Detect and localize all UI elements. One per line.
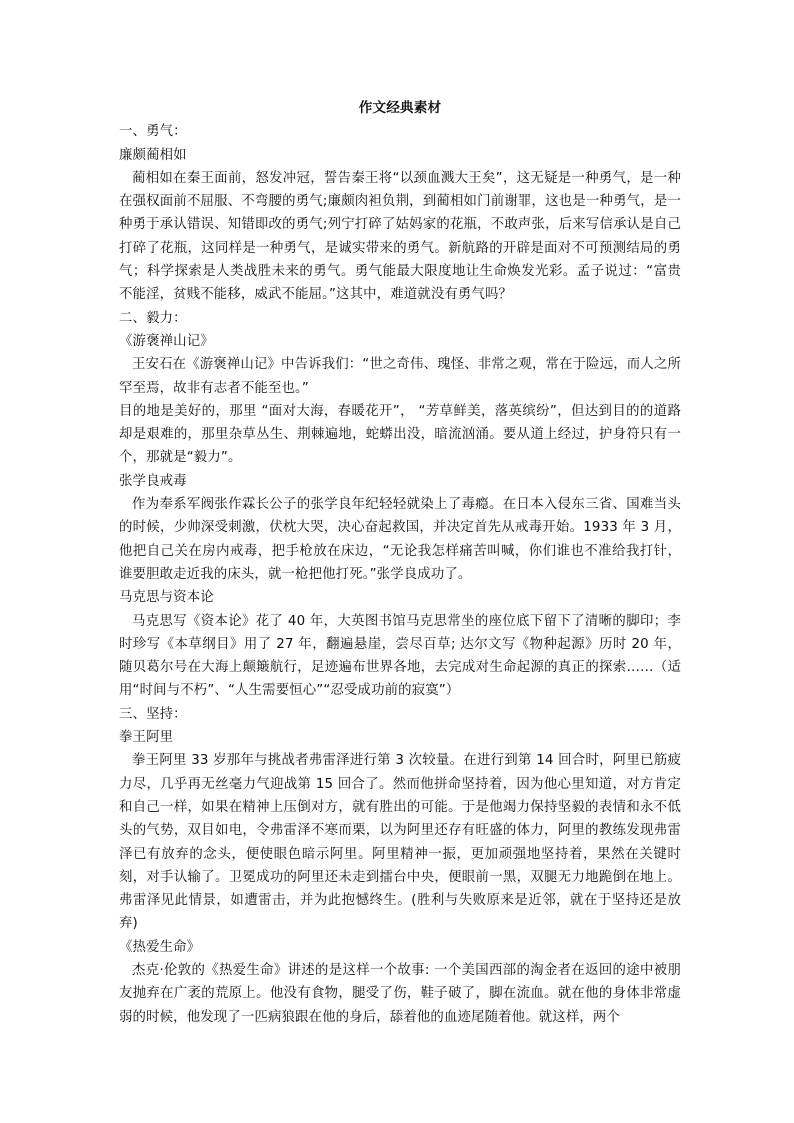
subheading-ali: 拳王阿里 bbox=[119, 730, 174, 746]
paragraph-ali: 拳王阿里 33 岁那年与挑战者弗雷泽进行第 3 次较量。在进行到第 14 回合时，阿里已筋疲力尽，几乎再无丝毫力气迎战第 15 回合了。然而他拼命坚持着，因为他心里知道，对方肯定和自己一样，如果在精神上压倒对方，就有胜出的可能。于是他竭力保持坚毅的表情和永不低头的气势，双目如电，令弗雷泽不寒而栗，以为阿里还存有旺盛的体力，阿里的教练发现弗雷泽已有放弃的念头，便使眼色暗示阿里。阿里精神一振，更加顽强地坚持着，果然在关键时刻，对手认输了。卫冕成功的阿里还未走到擂台中央，便眼前一黑，双腿无力地跪倒在地上。弗雷泽见此情景，如遭雷击，并为此抱憾终生。(胜利与失败原来是近邻，就在于坚持还是放弃) bbox=[119, 753, 681, 932]
document-body bbox=[119, 97, 681, 1029]
paragraph-marx: 马克思写《资本论》花了 40 年，大英图书馆马克思常坐的座位底下留下了清晰的脚印；李时珍写《本草纲目》用了 27 年，翻遍悬崖，尝尽百草; 达尔文写《物种起源》历时 20 年，随贝葛尔号在大海上颠簸航行，足迹遍布世界各地，去完成对生命起源的真正的探索……（适用“时间与不朽”、“人生需要恒心”“忍受成功前的寂寞”） bbox=[119, 613, 681, 699]
paragraph-zhang-xueliang: 作为奉系军阀张作霖长公子的张学良年纪轻轻就染上了毒瘾。在日本入侵东三省、国难当头的时候，少帅深受刺激，伏枕大哭，决心奋起救国，并决定首先从戒毒开始。1933 年 3 月，他把自己关在房内戒毒，把手枪放在床边，“无论我怎样痛苦叫喊，你们谁也不准给我打针，谁要胆敢走近我的床头，就一枪把他打死。”张学良成功了。 bbox=[119, 497, 681, 582]
subheading-marx: 马克思与资本论 bbox=[119, 590, 214, 606]
document-title: 作文经典素材 bbox=[358, 100, 442, 116]
subheading-zhang-xueliang: 张学良戒毒 bbox=[119, 473, 187, 489]
subheading-love-of-life: 《热爱生命》 bbox=[119, 939, 201, 955]
section-heading-persistence: 三、坚持： bbox=[119, 706, 187, 722]
paragraph-love-of-life: 杰克·伦敦的《热爱生命》讲述的是这样一个故事: 一个美国西部的淘金者在返回的途中被朋友抛弃在广袤的荒原上。他没有食物，腿受了伤，鞋子破了，脚在流血。就在他的身体非常虚弱的时候，他发现了一匹病狼跟在他的身后，舔着他的血迹尾随着他。就这样，两个 bbox=[119, 962, 681, 1025]
section-heading-perseverance: 二、毅力： bbox=[119, 310, 187, 326]
subheading-lian-po: 廉颇蔺相如 bbox=[119, 147, 187, 163]
paragraph-destination: 目的地是美好的，那里 “面对大海，春暖花开”， “芳草鲜美，落英缤纷”，但达到目的的道路却是艰难的，那里杂草丛生、荆棘遍地，蛇蟒出没，暗流汹涌。要从道上经过，护身符只有一个，那就是“毅力”。 bbox=[119, 403, 681, 466]
paragraph-wang-anshi: 王安石在《游褒禅山记》中告诉我们：“世之奇伟、瑰怪、非常之观，常在于险远，而人之所罕至焉，故非有志者不能至也。” bbox=[119, 357, 681, 396]
subheading-baochan: 《游褒禅山记》 bbox=[119, 333, 214, 349]
section-heading-courage: 一、勇气： bbox=[119, 124, 187, 140]
paragraph-courage: 蔺相如在秦王面前，怒发冲冠，誓告秦王将“以颈血溅大王矣”，这无疑是一种勇气，是一种在强权面前不屈服、不弯腰的勇气;廉颇肉袒负荆，到蔺相如门前谢罪，这也是一种勇气，是一种勇于承认错误、知错即改的勇气;列宁打碎了姑妈家的花瓶，不敢声张，后来写信承认是自己打碎了花瓶，这同样是一种勇气，是诚实带来的勇气。新航路的开辟是面对不可预测结局的勇气；科学探索是人类战胜未来的勇气。勇气能最大限度地让生命焕发光彩。孟子说过：“富贵不能淫，贫贱不能移，威武不能屈。”这其中，难道就没有勇气吗？ bbox=[119, 170, 681, 303]
